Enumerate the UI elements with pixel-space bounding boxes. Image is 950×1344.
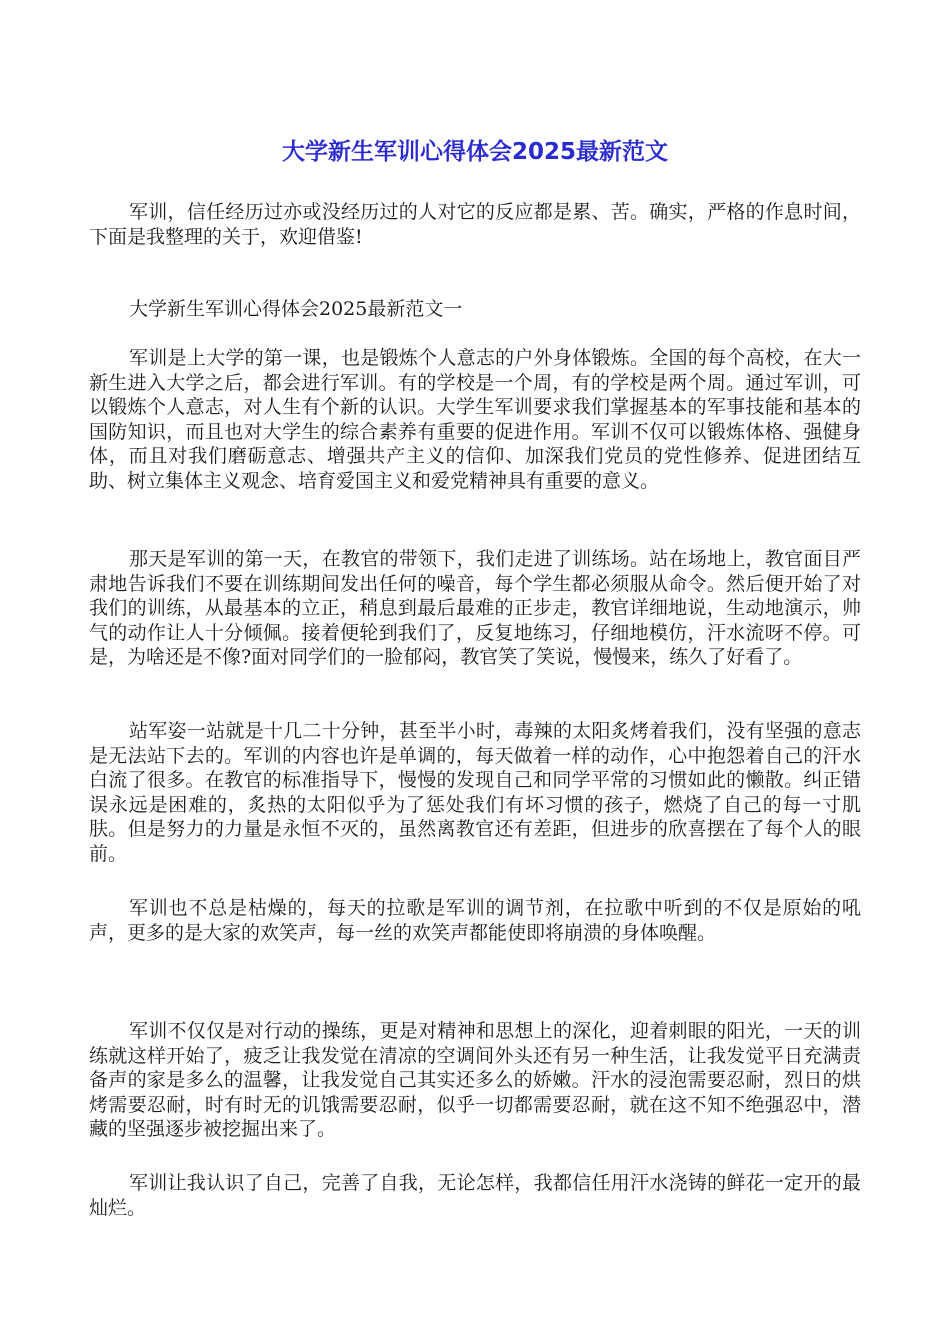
body-paragraph-5: 军训不仅仅是对行动的操练，更是对精神和思想上的深化，迎着刺眼的阳光，一天的训练就这样开始了，疲乏让我发觉在清凉的空调间外头还有另一种生活，让我发觉平日充满责备声的家是多么的温馨，让我发觉自己其实还多么的娇嫩。汗水的浸泡需要忍耐，烈日的烘烤需要忍耐，时有时无的讥饿需要忍耐，似乎一切都需要忍耐，就在这不知不绝强忍中，潜藏的坚强逐步被挖掘出来了。 bbox=[89, 1020, 861, 1141]
body-paragraph-2: 那天是军训的第一天，在教官的带领下，我们走进了训练场。站在场地上，教官面目严肃地告诉我们不要在训练期间发出任何的噪音，每个学生都必须服从命令。然后便开始了对我们的训练，从最基本的立正，稍息到最后最难的正步走，教官详细地说，生动地演示，帅气的动作让人十分倾佩。接着便轮到我们了，反复地练习，仔细地模仿，汗水流呀不停。可是，为啥还是不像?面对同学们的一脸郁闷，教官笑了笑说，慢慢来，练久了好看了。 bbox=[89, 548, 861, 669]
document-title: 大学新生军训心得体会2025最新范文 bbox=[281, 139, 668, 165]
section-heading: 大学新生军训心得体会2025最新范文一 bbox=[129, 298, 463, 320]
body-paragraph-1: 军训是上大学的第一课，也是锻炼个人意志的户外身体锻炼。全国的每个高校，在大一新生进入大学之后，都会进行军训。有的学校是一个周，有的学校是两个周。通过军训，可以锻炼个人意志，对人生有个新的认识。大学生军训要求我们掌握基本的军事技能和基本的国防知识，而且也对大学生的综合素养有重要的促进作用。军训不仅可以锻炼体格、强健身体，而且对我们磨砺意志、增强共产主义的信仰、加深我们党员的党性修养、促进团结互助、树立集体主义观念、培育爱国主义和爱党精神具有重要的意义。 bbox=[89, 347, 861, 492]
body-paragraph-3: 站军姿一站就是十几二十分钟，甚至半小时，毒辣的太阳炙烤着我们，没有坚强的意志是无法站下去的。军训的内容也许是单调的，每天做着一样的动作，心中抱怨着自己的汗水白流了很多。在教官的标准指导下，慢慢的发现自己和同学平常的习惯如此的懒散。纠正错误永远是困难的，炙热的太阳似乎为了惩处我们有坏习惯的孩子，燃烧了自己的每一寸肌肤。但是努力的力量是永恒不灭的，虽然离教官还有差距，但进步的欣喜摆在了每个人的眼前。 bbox=[89, 720, 861, 865]
body-paragraph-6: 军训让我认识了自己，完善了自我，无论怎样，我都信任用汗水浇铸的鲜花一定开的最灿烂。 bbox=[89, 1172, 861, 1219]
intro-paragraph: 军训，信任经历过亦或没经历过的人对它的反应都是累、苦。确实，严格的作息时间，下面是我整理的关于，欢迎借鉴! bbox=[89, 201, 861, 248]
body-paragraph-4: 军训也不总是枯燥的，每天的拉歌是军训的调节剂，在拉歌中听到的不仅是原始的吼声，更多的是大家的欢笑声，每一丝的欢笑声都能使即将崩溃的身体唤醒。 bbox=[89, 897, 861, 944]
